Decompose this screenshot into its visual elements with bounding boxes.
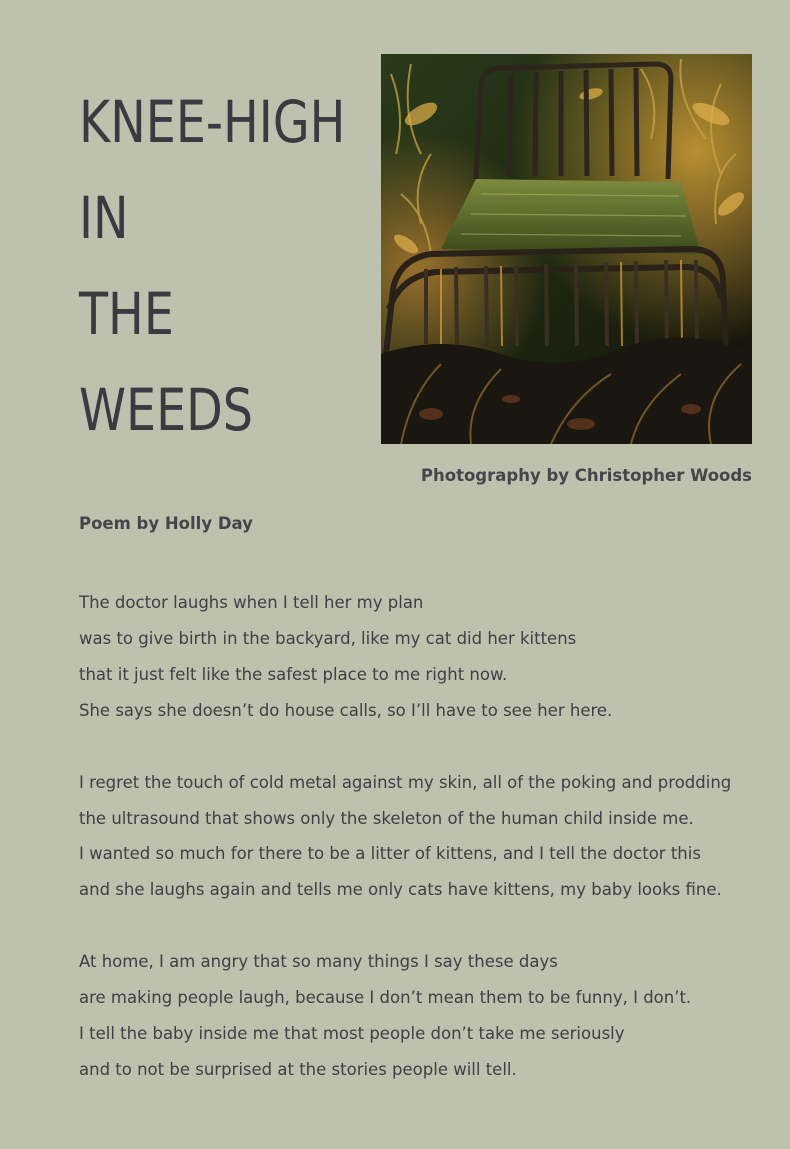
poem-stanza <box>79 585 769 729</box>
title-line: IN <box>79 184 129 252</box>
poem-line: At home, I am angry that so many things I say these days <box>79 952 558 972</box>
poem-line: and to not be surprised at the stories people will tell. <box>79 1059 517 1079</box>
poem-line: The doctor laughs when I tell her my plan <box>79 593 424 612</box>
poem-line: I wanted so much for there to be a litter of kittens, and I tell the doctor this <box>79 844 701 864</box>
poem-line: She says she doesn’t do house calls, so I’ll have to see her here. <box>79 700 613 720</box>
poem-line: are making people laugh, because I don’t mean them to be funny, I don’t. <box>79 988 692 1008</box>
title-line: WEEDS <box>79 376 253 444</box>
poem-line: I regret the touch of cold metal against my skin, all of the poking and prodding <box>79 772 732 792</box>
poem-line: was to give birth in the backyard, like my cat did her kittens <box>79 628 577 648</box>
poem-line: that it just felt like the safest place to me right now. <box>79 664 508 684</box>
poem-body <box>79 585 769 1124</box>
poem-line: and she laughs again and tells me only cats have kittens, my baby looks fine. <box>79 880 722 900</box>
poem-line: the ultrasound that shows only the skeleton of the human child inside me. <box>79 808 694 828</box>
photo-illustration <box>381 54 752 444</box>
poem-stanza <box>79 765 769 909</box>
bed-in-weeds-photo <box>381 54 752 444</box>
poem-author-credit: Poem by Holly Day <box>79 514 253 533</box>
title-line: THE <box>79 280 174 348</box>
poem-line: I tell the baby inside me that most people don’t take me seriously <box>79 1024 625 1044</box>
page-title <box>79 74 369 458</box>
title-line: KNEE-HIGH <box>79 88 346 156</box>
photography-credit: Photography by Christopher Woods <box>420 466 752 485</box>
poem-stanza <box>79 944 769 1088</box>
